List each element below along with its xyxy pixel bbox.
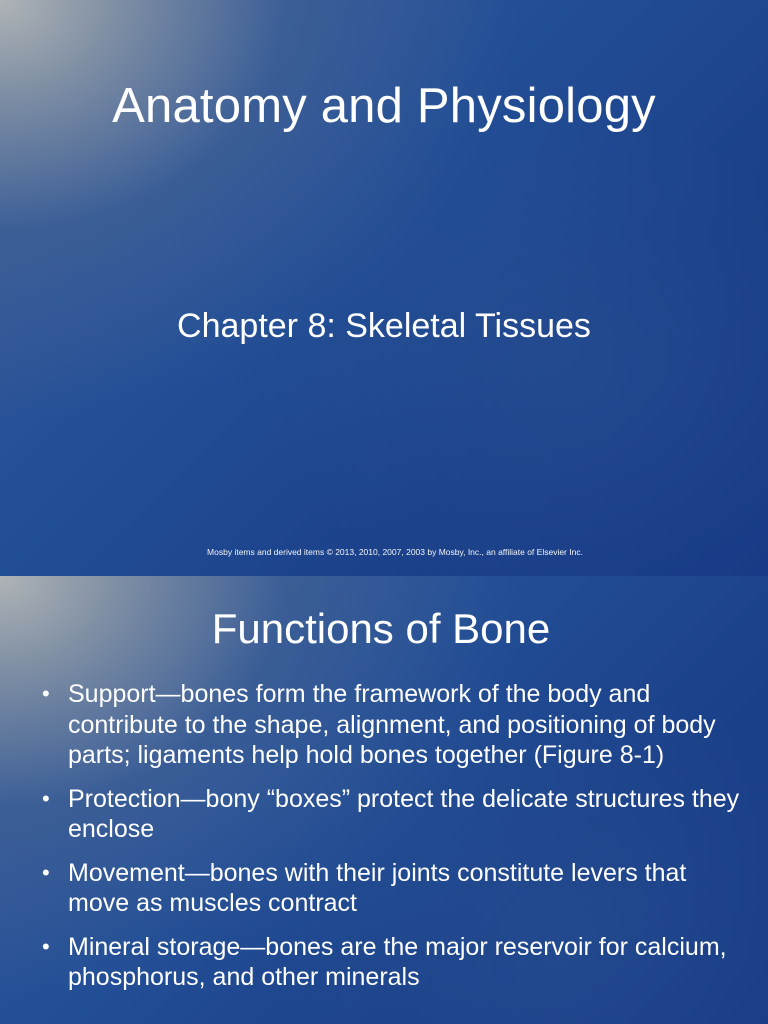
slide-title: Functions of Bone (211, 605, 551, 652)
presentation-title: Anatomy and Physiology (112, 79, 656, 133)
bullet-item-movement (40, 858, 752, 919)
content-slide (0, 576, 768, 1024)
bullet-text: Movement—bones with their joints constitute levers that move as muscles contract (68, 858, 687, 917)
bullet-text: Support—bones form the framework of the body and contribute to the shape, alignment, and positioning of body parts; ligaments help hold bones together (Figure 8-1) (68, 680, 716, 769)
bullet-item-support (40, 679, 752, 771)
bullet-text: Protection—bony “boxes” protect the delicate structures they enclose (68, 784, 740, 843)
copyright-notice: Mosby items and derived items © 2013, 2010, 2007, 2003 by Mosby, Inc., an affiliate of Elsevier Inc. (207, 547, 583, 557)
bullet-icon: • (42, 859, 50, 885)
chapter-subtitle: Chapter 8: Skeletal Tissues (177, 307, 591, 345)
bullet-item-protection (40, 784, 752, 845)
bullet-item-mineral-storage (40, 932, 752, 993)
bullet-list (40, 679, 752, 1006)
bullet-text: Mineral storage—bones are the major reservoir for calcium, phosphorus, and other minerals (68, 932, 727, 991)
bullet-icon: • (42, 785, 50, 811)
bullet-icon: • (42, 933, 50, 959)
bullet-icon: • (42, 681, 50, 706)
